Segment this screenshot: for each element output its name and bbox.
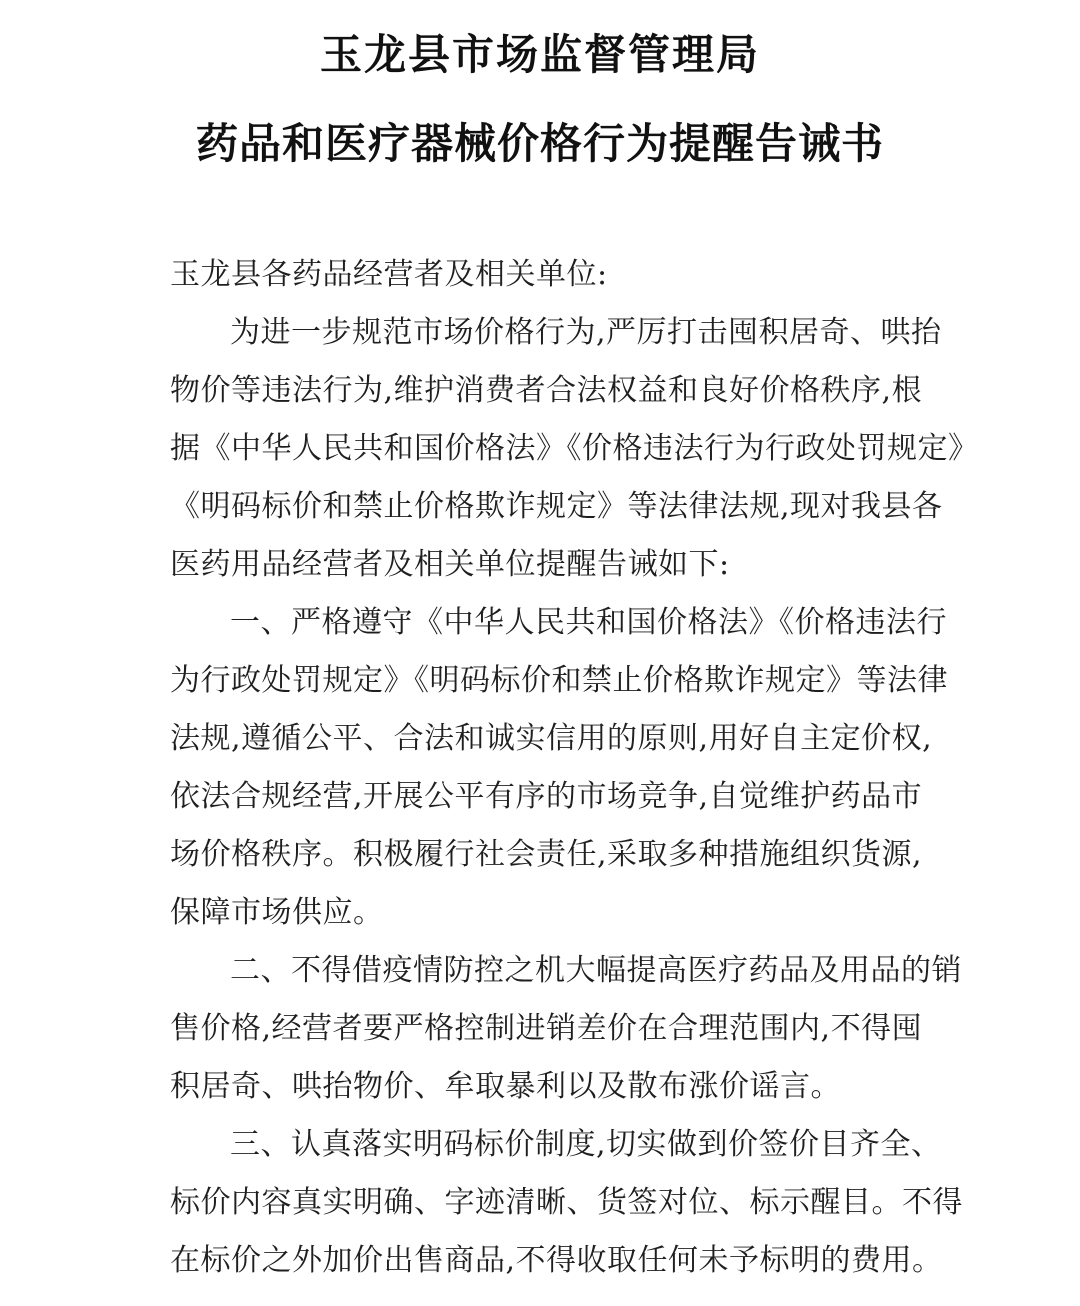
paragraph-preamble-line: 据《中华人民共和国价格法》《价格违法行为行政处罚规定》 xyxy=(170,431,979,466)
paragraph-preamble-line: 为进一步规范市场价格行为,严厉打击囤积居奇、哄抬 xyxy=(230,315,942,350)
paragraph-item-one-line: 场价格秩序。积极履行社会责任,采取多种措施组织货源, xyxy=(170,837,923,872)
paragraph-item-one-line: 法规,遵循公平、合法和诚实信用的原则,用好自主定价权, xyxy=(170,721,933,756)
paragraph-item-three-line: 标价内容真实明确、字迹清晰、货签对位、标示醒目。不得 xyxy=(170,1185,963,1220)
page-title-line-1: 玉龙县市场监督管理局 xyxy=(319,30,760,79)
paragraph-item-three-line: 在标价之外加价出售商品,不得收取任何未予标明的费用。 xyxy=(170,1243,943,1278)
page-title-line-2: 药品和医疗器械价格行为提醒告诫书 xyxy=(195,118,884,168)
paragraph-preamble-line: 物价等违法行为,维护消费者合法权益和良好价格秩序,根 xyxy=(170,373,923,408)
salutation: 玉龙县各药品经营者及相关单位: xyxy=(170,257,608,292)
paragraph-item-one-line: 依法合规经营,开展公平有序的市场竞争,自觉维护药品市 xyxy=(170,779,923,814)
paragraph-item-two-line: 二、不得借疫情防控之机大幅提高医疗药品及用品的销 xyxy=(230,953,962,988)
paragraph-item-two-line: 售价格,经营者要严格控制进销差价在合理范围内,不得囤 xyxy=(170,1011,923,1046)
paragraph-preamble-line: 《明码标价和禁止价格欺诈规定》等法律法规,现对我县各 xyxy=(170,489,943,524)
paragraph-item-three-line: 三、认真落实明码标价制度,切实做到价签价目齐全、 xyxy=(230,1127,942,1162)
document-title-block xyxy=(0,0,1080,171)
paragraph-item-one-line: 为行政处罚规定》《明码标价和禁止价格欺诈规定》等法律 xyxy=(170,663,948,698)
paragraph-item-two-line: 积居奇、哄抬物价、牟取暴利以及散布涨价谣言。 xyxy=(170,1069,841,1104)
document-body xyxy=(170,246,979,1290)
paragraph-item-one-line: 保障市场供应。 xyxy=(170,895,384,930)
paragraph-item-one-line: 一、严格遵守《中华人民共和国价格法》《价格违法行 xyxy=(230,605,947,640)
paragraph-preamble-line: 医药用品经营者及相关单位提醒告诫如下: xyxy=(170,547,730,582)
